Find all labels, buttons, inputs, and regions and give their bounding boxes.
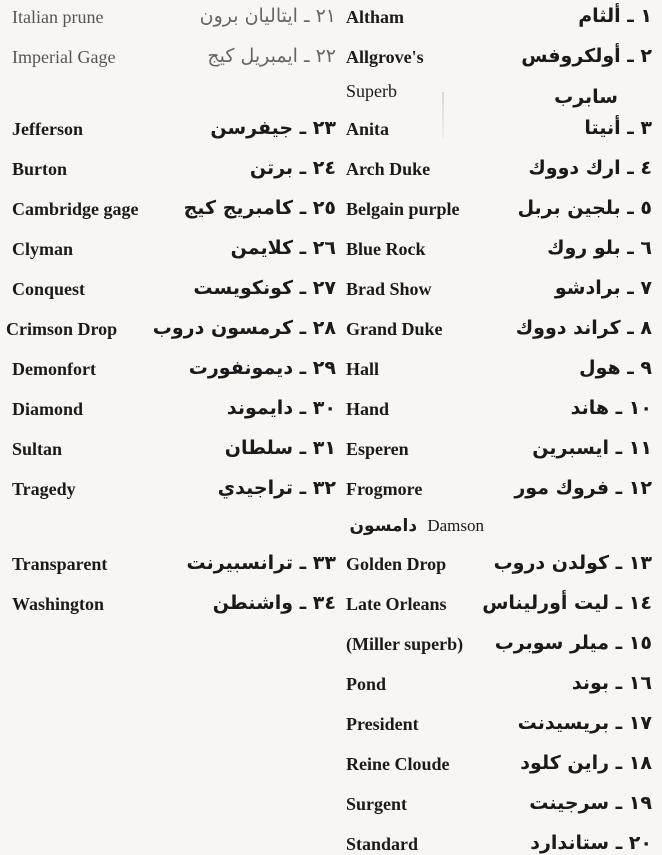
arabic-name: ٢٧ ـ كونكويست xyxy=(193,277,336,299)
arabic-name: ١٠ ـ هاند xyxy=(570,397,652,419)
english-name: Anita xyxy=(346,119,390,139)
arabic-name: ٢٢ ـ ايمبريل كيج xyxy=(207,45,336,67)
arabic-name: ٧ ـ برادشو xyxy=(554,277,652,299)
english-name: Pond xyxy=(346,674,387,694)
arabic-name: ٨ ـ كراند دووك xyxy=(515,317,652,339)
english-name: Golden Drop xyxy=(346,554,447,574)
arabic-name: ٣١ ـ سلطان xyxy=(224,437,336,459)
arabic-name: ٢١ ـ ايتاليان برون xyxy=(199,5,336,27)
english-name: Cambridge gage xyxy=(12,199,139,219)
english-name: Frogmore xyxy=(346,479,423,499)
arabic-name: ٤ ـ ارك دووك xyxy=(528,157,652,179)
arabic-name: ٢٨ ـ كرمسون دروب xyxy=(152,317,336,339)
english-name: Sultan xyxy=(12,439,63,459)
english-name: Standard xyxy=(346,834,419,854)
english-name: Grand Duke xyxy=(346,319,443,339)
arabic-name: ١٥ ـ ميلر سوبرب xyxy=(494,632,652,654)
arabic-name: ٣٢ ـ تراجيدي xyxy=(217,477,336,499)
arabic-name: ١٧ ـ بريسيدنت xyxy=(517,712,652,734)
english-name: Late Orleans xyxy=(346,594,447,614)
arabic-name-continued: سابرب xyxy=(554,86,618,108)
english-name: (Miller superb) xyxy=(346,634,464,654)
english-name: Demonfort xyxy=(12,359,96,379)
english-name: Italian prune xyxy=(12,7,104,27)
arabic-name: ٢٩ ـ ديمونفورت xyxy=(188,357,336,379)
arabic-name: ٣ ـ أنيتا xyxy=(584,117,652,139)
english-name: Blue Rock xyxy=(346,239,426,259)
scan-shadow xyxy=(442,92,444,138)
english-name: Imperial Gage xyxy=(12,47,116,67)
arabic-name: ١١ ـ ايسبرين xyxy=(532,437,652,459)
arabic-name: ١٨ ـ راين كلود xyxy=(520,752,652,774)
heading-arabic: دامسون xyxy=(349,516,418,536)
english-name: Hand xyxy=(346,399,390,419)
english-name: Clyman xyxy=(12,239,74,259)
arabic-name: ١٤ ـ ليت أورليناس xyxy=(482,592,652,614)
english-name-continued: Superb xyxy=(346,81,397,101)
arabic-name: ٢٠ ـ ستاندارد xyxy=(530,832,652,854)
arabic-name: ٢٣ ـ جيفرسن xyxy=(210,117,336,139)
arabic-name: ٢٥ ـ كامبريج كيج xyxy=(183,197,336,219)
english-name: Burton xyxy=(12,159,68,179)
english-name: Transparent xyxy=(12,554,108,574)
arabic-name: ٣٣ ـ ترانسبيرنت xyxy=(186,552,336,574)
arabic-name: ١٢ ـ فروك مور xyxy=(514,477,652,499)
english-name: Arch Duke xyxy=(346,159,431,179)
arabic-name: ١٩ ـ سرجينت xyxy=(529,792,652,814)
arabic-name: ٢٤ ـ برتن xyxy=(249,157,336,179)
english-name: Esperen xyxy=(346,439,409,459)
english-name: Crimson Drop xyxy=(6,319,118,339)
arabic-name: ٥ ـ بلجين بربل xyxy=(517,197,652,219)
section-heading-damson xyxy=(350,515,484,537)
english-name: Allgrove's xyxy=(346,47,424,67)
arabic-name: ٣٤ ـ واشنطن xyxy=(212,592,336,614)
english-name: Brad Show xyxy=(346,279,432,299)
english-name: Belgain purple xyxy=(346,199,460,219)
arabic-name: ١ ـ ألثام xyxy=(578,5,652,27)
english-name: Diamond xyxy=(12,399,84,419)
english-name: Tragedy xyxy=(12,479,76,499)
english-name: Washington xyxy=(12,594,105,614)
arabic-name: ٦ ـ بلو روك xyxy=(547,237,652,259)
english-name: Conquest xyxy=(12,279,86,299)
english-name: President xyxy=(346,714,419,734)
english-name: Jefferson xyxy=(12,119,83,139)
english-name: Hall xyxy=(346,359,380,379)
arabic-name: ٣٠ ـ دايموند xyxy=(226,397,336,419)
english-name: Altham xyxy=(346,7,404,27)
english-name: Reine Cloude xyxy=(346,754,450,774)
heading-english: Damson xyxy=(427,516,484,535)
arabic-name: ٢٦ ـ كلايمن xyxy=(230,237,336,259)
arabic-name: ١٣ ـ كولدن دروب xyxy=(493,552,652,574)
arabic-name: ٩ ـ هول xyxy=(579,357,652,379)
arabic-name: ٢ ـ أولكروفس xyxy=(521,45,652,67)
english-name: Surgent xyxy=(346,794,408,814)
arabic-name: ١٦ ـ بوند xyxy=(571,672,652,694)
